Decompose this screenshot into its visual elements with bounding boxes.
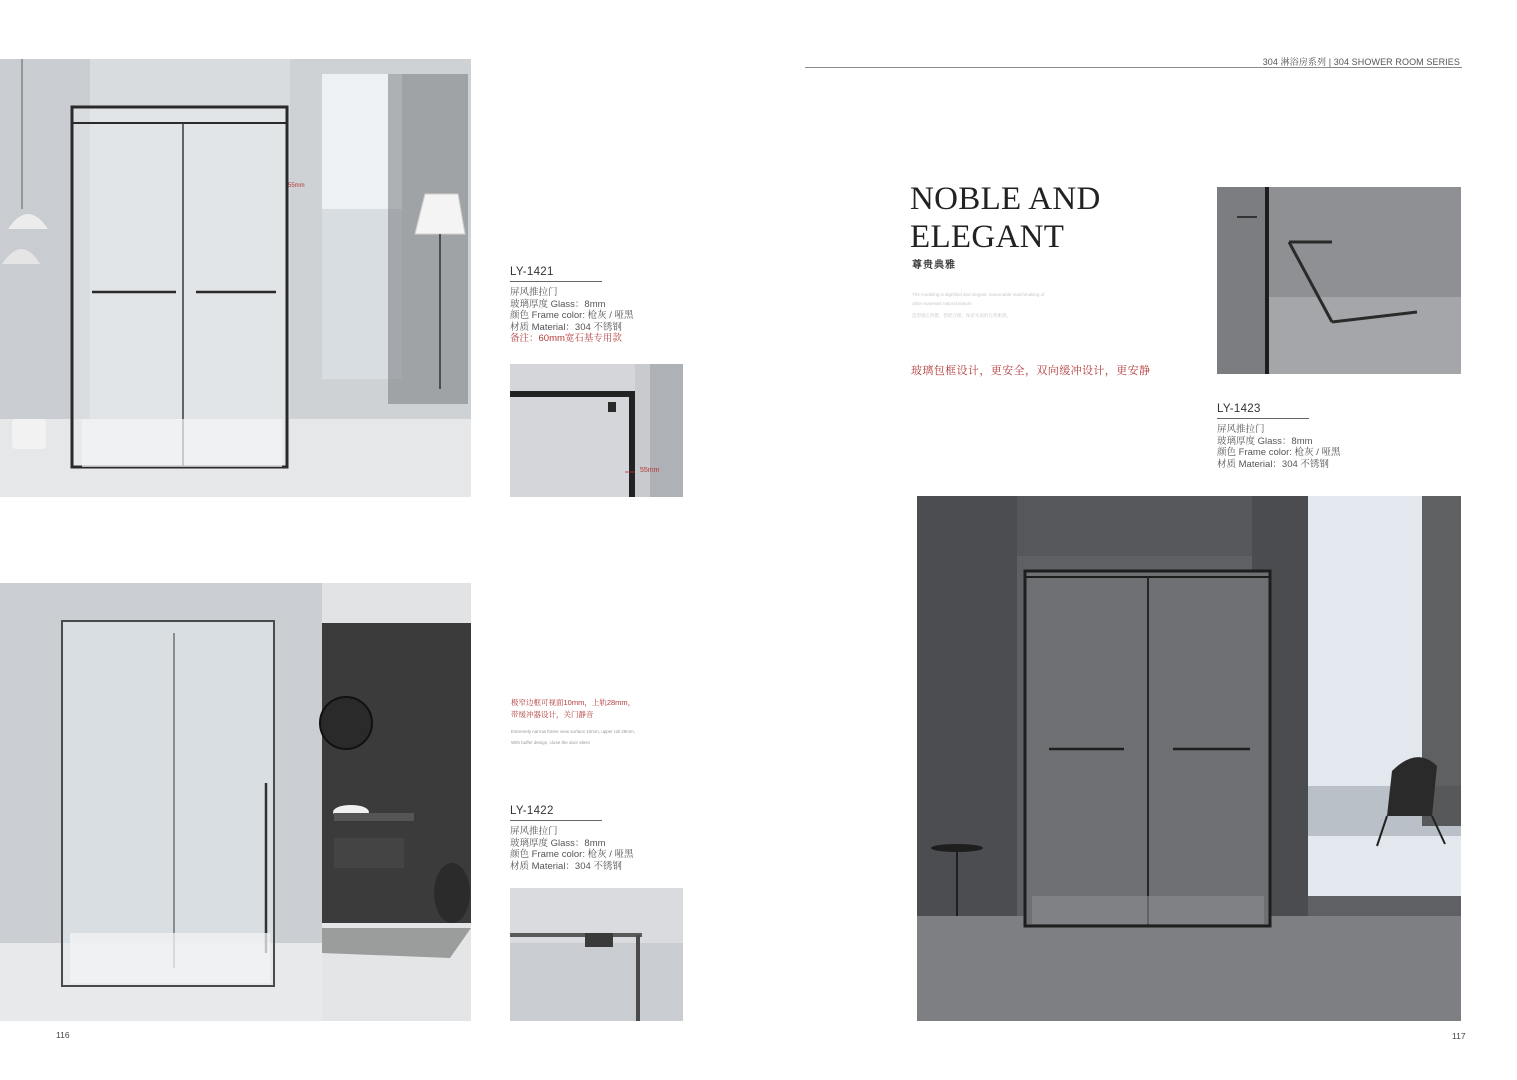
spec-material: 材质 Material：304 不锈钢	[1217, 458, 1329, 470]
faint-caption-en	[912, 290, 1044, 308]
spec-list-ly-1423	[1217, 424, 1341, 470]
hero-title-line-2: ELEGANT	[910, 219, 1065, 255]
svg-text:55mm: 55mm	[288, 183, 305, 189]
hero-title	[910, 180, 1101, 256]
spec-material: 材质 Material：304 不锈钢	[510, 321, 622, 333]
model-underline	[510, 820, 602, 821]
hero-title-line-1: NOBLE AND	[910, 181, 1101, 217]
spec-glass: 玻璃厚度 Glass：8mm	[1217, 435, 1313, 447]
feature-cn-line-2: 带缓冲器设计，关门静音	[511, 710, 594, 719]
product-photo-ly-1423	[917, 496, 1461, 1021]
detail-photo-ly-1423	[1217, 187, 1461, 374]
feature-text-cn	[511, 697, 635, 721]
faint-en-line-1: The modeling is dignified and elegant, reasonable matchmaking of	[912, 292, 1045, 297]
spec-material: 材质 Material：304 不锈钢	[510, 860, 622, 872]
spec-glass: 玻璃厚度 Glass：8mm	[510, 298, 606, 310]
spec-type: 屏风推拉门	[510, 826, 558, 837]
series-header: 304 淋浴房系列 | 304 SHOWER ROOM SERIES	[1262, 57, 1460, 67]
detail-photo-ly-1421	[510, 364, 683, 497]
spec-color: 颜色 Frame color: 枪灰 / 哑黑	[510, 310, 634, 322]
spec-note: 备注：60mm宽石基专用款	[510, 333, 622, 345]
spec-list-ly-1422	[510, 826, 634, 872]
model-ly-1423: LY-1423	[1217, 403, 1261, 415]
product-photo-ly-1422	[0, 583, 471, 1021]
spec-type: 屏风推拉门	[1217, 424, 1265, 435]
hero-tagline: 玻璃包框设计，更安全，双向缓冲设计，更安静	[911, 365, 1151, 377]
dimension-label: 55mm	[640, 467, 660, 474]
model-underline	[510, 281, 602, 282]
spec-color: 颜色 Frame color: 枪灰 / 哑黑	[1217, 447, 1341, 459]
page-number-left: 116	[56, 1030, 70, 1040]
feature-en-line-2: With buffer design, close the door silent	[511, 740, 590, 745]
spec-glass: 玻璃厚度 Glass：8mm	[510, 837, 606, 849]
feature-cn-line-1: 极窄边框可视面10mm，上轨28mm，	[511, 698, 636, 707]
model-ly-1422: LY-1422	[510, 805, 554, 817]
model-ly-1421: LY-1421	[510, 266, 554, 278]
spec-type: 屏风推拉门	[510, 287, 558, 298]
product-photo-ly-1421	[0, 59, 471, 497]
spec-color: 颜色 Frame color: 枪灰 / 哑黑	[510, 849, 634, 861]
page-number-right: 117	[1452, 1031, 1466, 1041]
faint-caption-cn: 造型端庄典雅，搭配合理，保留木质的自然肌理。	[912, 313, 1011, 318]
faint-en-line-2: other materials natural texture	[912, 301, 972, 306]
hero-subtitle: 尊贵典雅	[912, 260, 956, 271]
feature-en-line-1: Extremely narrow frame view surface 10mm, upper rail 28mm,	[511, 729, 636, 734]
model-underline	[1217, 418, 1309, 419]
detail-photo-ly-1422	[510, 888, 683, 1021]
feature-text-en	[511, 726, 635, 748]
spec-list-ly-1421	[510, 287, 634, 345]
